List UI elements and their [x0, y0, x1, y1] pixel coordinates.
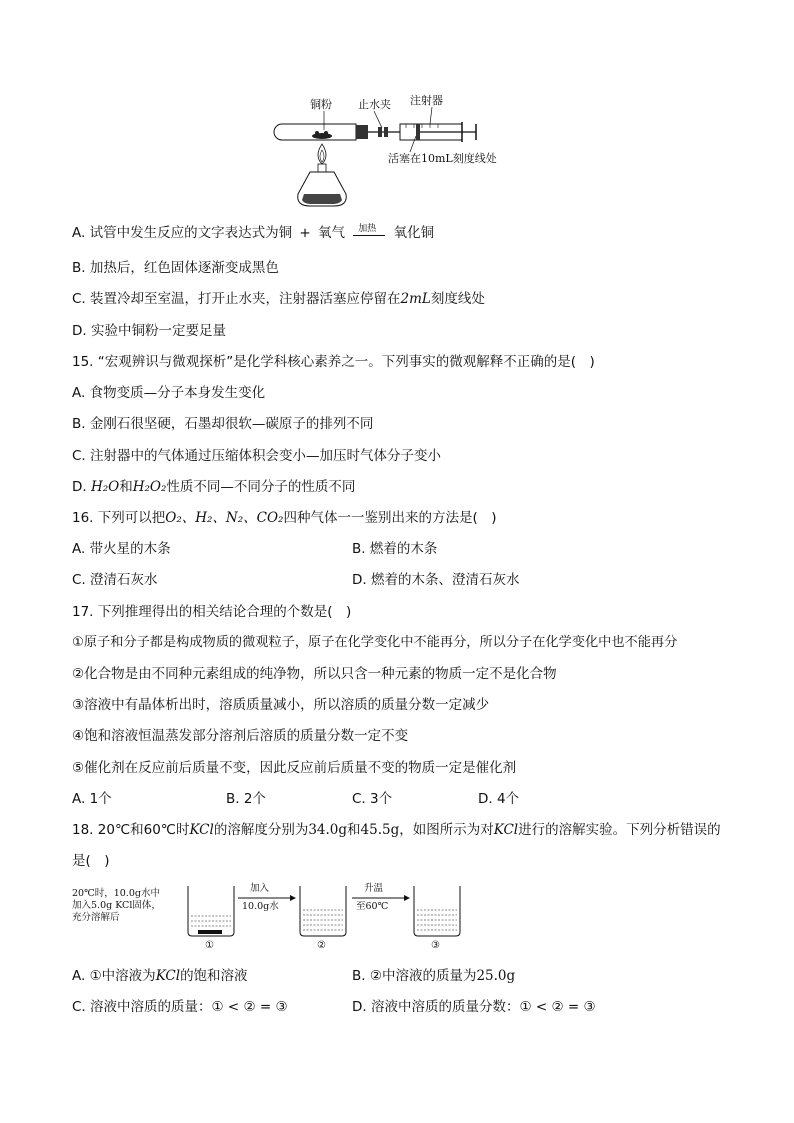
- q18-stem-d: 进行的溶解实验。下列分析错误的: [518, 822, 721, 838]
- q17-statement-4: ④饱和溶液恒温蒸发部分溶剂后溶质的质量分数一定不变: [72, 728, 409, 744]
- q17-statement-2: ②化合物是由不同种元素组成的纯净物，所以只含一种元素的物质一定不是化合物: [72, 666, 557, 682]
- arrow-1-bottom: 10.0g水: [242, 901, 279, 912]
- q17-option-a: A. 1个: [72, 791, 112, 807]
- copper-oxidation-apparatus-figure: [270, 94, 530, 212]
- q17-option-c: C. 3个: [352, 791, 393, 807]
- q14-option-c-text-b: 刻度线处: [430, 291, 485, 307]
- q18-option-c: C. 溶液中溶质的质量：① < ② = ③: [72, 999, 288, 1015]
- q18-option-a-text-a: A. ①中溶液为: [72, 968, 156, 984]
- q16-stem-a: 16. 下列可以把: [72, 510, 166, 526]
- q14-option-a-oxygen: 氧气: [318, 225, 345, 241]
- fig2-desc-1: 20℃时，10.0g水中: [72, 888, 160, 899]
- q16-option-c: C. 澄清石灰水: [72, 572, 158, 588]
- q18-value-2: 45.5g: [360, 822, 400, 838]
- q15-option-d-and: 和: [119, 479, 133, 495]
- q16-option-b: B. 燃着的木条: [352, 541, 438, 557]
- fig2-desc-3: 充分溶解后: [72, 912, 120, 923]
- label-copper: 铜粉: [310, 98, 332, 111]
- q18-stem: [72, 821, 721, 839]
- q18-option-b-value: 25.0g: [476, 968, 516, 984]
- q17-stem: 17. 下列推理得出的相关结论合理的个数是( ): [72, 604, 352, 620]
- q17-option-b: B. 2个: [226, 791, 266, 807]
- q15-option-b: B. 金刚石很坚硬，石墨却很软—碳原子的排列不同: [72, 416, 374, 432]
- beaker-2: [300, 886, 346, 936]
- label-syringe: 注射器: [410, 94, 443, 107]
- q14-option-c-text-a: C. 装置冷却至室温，打开止水夹，注射器活塞应停留在: [72, 291, 401, 307]
- q15-option-d-prefix: D.: [72, 479, 87, 495]
- fig2-desc-2: 加入5.0g KCl固体，: [72, 900, 161, 911]
- q18-stem-line-2: 是( ): [72, 853, 110, 869]
- q15-option-c: C. 注射器中的气体通过压缩体积会变小—加压时气体分子变小: [72, 448, 442, 464]
- reaction-arrow: [351, 224, 387, 242]
- q15-option-a: A. 食物变质—分子本身发生变化: [72, 385, 266, 401]
- q18-option-a: [72, 967, 248, 985]
- q18-stem-c: ，如图所示为对: [399, 822, 494, 838]
- label-piston: 活塞在10mL刻度线处: [388, 152, 497, 165]
- reaction-condition: 加热: [358, 224, 377, 234]
- beaker-2-label: ②: [317, 940, 326, 950]
- arrow-1-top: 加入: [250, 883, 270, 894]
- q14-option-a-plus: +: [299, 225, 311, 241]
- q14-option-a: [72, 224, 434, 242]
- formula-water: H₂O: [90, 479, 120, 495]
- q15-option-d-rest: 性质不同—不同分子的性质不同: [166, 479, 356, 495]
- beaker-3-label: ③: [431, 940, 440, 950]
- q18-kcl-2: KCl: [493, 822, 519, 838]
- q18-option-d: D. 溶液中溶质的质量分数：① < ② = ③: [352, 999, 596, 1015]
- q16-option-a: A. 带火星的木条: [72, 541, 171, 557]
- q16-gases: O₂、H₂、N₂、CO₂: [165, 510, 284, 526]
- beaker-1: [188, 886, 234, 936]
- q17-statement-3: ③溶液中有晶体析出时，溶质质量减小，所以溶质的质量分数一定减少: [72, 697, 490, 713]
- q17-statement-1: ①原子和分子都是构成物质的微观粒子，原子在化学变化中不能再分，所以分子在化学变化中也不能再分: [72, 635, 678, 650]
- dissolution-experiment-figure: [72, 880, 492, 950]
- formula-hydrogen-peroxide: H₂O₂: [132, 479, 167, 495]
- q18-kcl: KCl: [189, 822, 214, 838]
- beaker-3: [414, 886, 460, 936]
- q14-option-c: [72, 290, 485, 308]
- q18-stem-b: 的溶解度分别为: [213, 822, 309, 838]
- q18-stem-a: 18. 20℃和60℃时: [72, 822, 190, 838]
- q16-stem: [72, 509, 497, 527]
- q16-option-d: D. 燃着的木条、澄清石灰水: [352, 572, 520, 588]
- q14-option-a-product: 氧化铜: [393, 225, 435, 241]
- beaker-1-label: ①: [205, 940, 214, 950]
- label-clamp: 止水夹: [358, 98, 391, 111]
- q18-and: 和: [347, 822, 361, 838]
- q18-option-a-text-b: 的饱和溶液: [180, 968, 248, 984]
- q14-option-b: B. 加热后，红色固体逐渐变成黑色: [72, 260, 279, 276]
- q14-option-c-value: 2mL: [400, 291, 431, 307]
- q15-option-d: [72, 478, 355, 496]
- q18-option-b-text: B. ②中溶液的质量为: [352, 968, 477, 984]
- q16-stem-b: 四种气体一一鉴别出来的方法是( ): [283, 510, 497, 526]
- q17-option-d: D. 4个: [478, 791, 520, 807]
- q17-statement-5: ⑤催化剂在反应前后质量不变，因此反应前后质量不变的物质一定是催化剂: [72, 760, 517, 776]
- q15-stem: 15. “宏观辨识与微观探析”是化学科核心素养之一。下列事实的微观解释不正确的是( ): [72, 354, 595, 370]
- q18-option-a-kcl: KCl: [155, 968, 181, 984]
- arrow-2-top: 升温: [364, 883, 384, 894]
- q14-option-a-prefix: A. 试管中发生反应的文字表达式为铜: [72, 225, 293, 241]
- q18-value-1: 34.0g: [308, 822, 348, 838]
- arrow-2-bottom: 至60℃: [356, 901, 389, 912]
- q14-option-d: D. 实验中铜粉一定要足量: [72, 323, 226, 339]
- q18-option-b: [352, 967, 515, 985]
